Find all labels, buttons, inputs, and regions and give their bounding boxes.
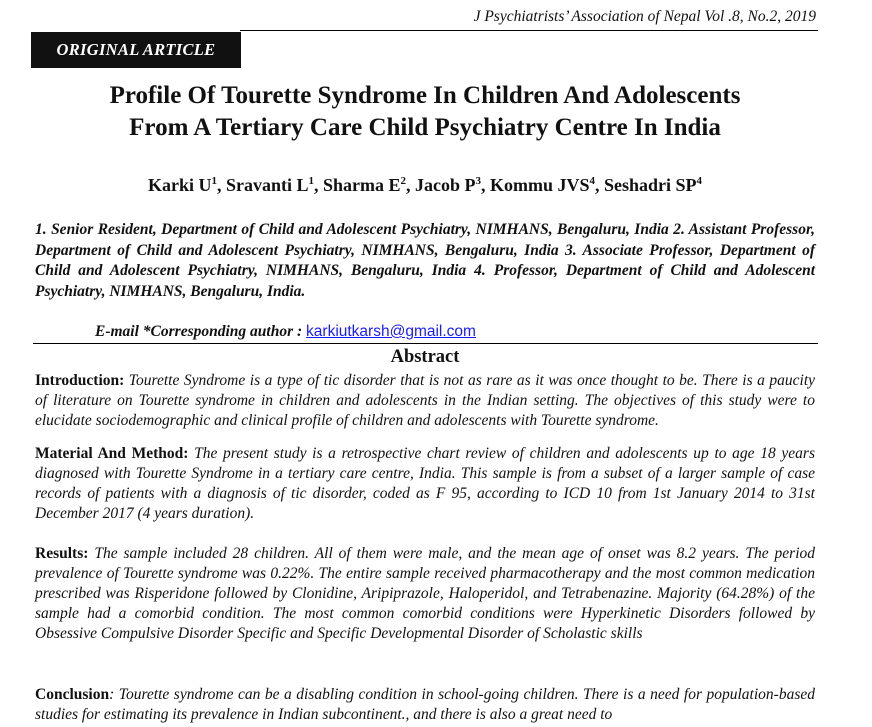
section-text: Tourette Syndrome is a type of tic disorder that is not as rare as it was once thought to be. There is a paucity of literature on Tourette syndrome in children and adolescents in the Indian setting. The objectives of this study were to elucidate sociodemographic and clinical profile of children and adolescents with Tourette syndrome. bbox=[35, 372, 815, 429]
abstract-heading: Abstract bbox=[390, 347, 460, 367]
author: Seshadri $SP^4$ bbox=[604, 175, 703, 195]
email-label: E-mail *Corresponding author : bbox=[95, 323, 307, 340]
author-list bbox=[0, 175, 850, 196]
header-rule bbox=[240, 30, 818, 31]
email-link[interactable]: karkiutkarsh@gmail.com bbox=[306, 323, 476, 340]
section-label: Conclusion bbox=[35, 686, 110, 703]
corresponding-author bbox=[95, 323, 476, 341]
section-label: Results: bbox=[35, 545, 89, 562]
abstract-conclusion bbox=[35, 685, 815, 725]
author: Kommu JVS$^4$, bbox=[490, 175, 605, 195]
journal-citation: J Psychiatrists’ Association of Nepal Vol .8, No.2, 2019 bbox=[473, 8, 816, 25]
section-text: The present study is a retrospective chart review of children and adolescents up to age 18 years diagnosed with Tourette Syndrome in a tertiary care centre, India. This sample is from a subset of a larger sample of case records of patients with a diagnosis of tic disorder, coded as F 95, according to ICD 10 from 1st January 2014 to 31st December 2017 (4 years duration). bbox=[35, 445, 815, 522]
author: Sravanti $L^1$, bbox=[225, 175, 323, 195]
title-line-1: Profile Of Tourette Syndrome In Children And Adolescents bbox=[109, 82, 741, 109]
author: Sharma $E^2$, bbox=[322, 175, 415, 195]
affiliations: 1. Senior Resident, Department of Child and Adolescent Psychiatry, NIMHANS, Bengaluru, India 2. Assistant Professor, Department of Child and Adolescent Psychiatry, NIMHANS, Bengaluru, India 3. Associate Professor, Department of Child and Adolescent Psychiatry, NIMHANS, Bengaluru, India 4. Professor, Department of Child and Adolescent Psychiatry, NIMHANS, Bengaluru, India. bbox=[35, 221, 815, 300]
abstract-rule bbox=[33, 343, 818, 344]
section-text: : Tourette syndrome can be a disabling condition in school-going children. There is a need for population-based studies for estimating its prevalence in Indian subcontinent., and there is also a great need to bbox=[35, 686, 815, 723]
abstract-method bbox=[35, 444, 815, 524]
section-label: Introduction: bbox=[35, 372, 125, 389]
author: Jacob $P^3$, bbox=[415, 175, 490, 195]
paper-title bbox=[0, 80, 850, 144]
abstract-introduction bbox=[35, 371, 815, 431]
section-text: The sample included 28 children. All of them were male, and the mean age of onset was 8.2 years. The period prevalence of Tourette syndrome was 0.22%. The entire sample received pharmacotherapy and the most common medication prescribed was Risperidone followed by Clonidine, Aripiprazole, Haloperidol, and Tetrabenazine. Majority (64.28%) of the sample had a comorbid condition. The most common comorbid conditions were Hyperkinetic Disorders followed by Obsessive Compulsive Disorder Specific and Specific Developmental Disorder of Scholastic skills bbox=[35, 545, 815, 642]
title-line-2: From A Tertiary Care Child Psychiatry Centre In India bbox=[129, 114, 721, 141]
section-label: Material And Method: bbox=[35, 445, 189, 462]
author: Karki $U^1$, bbox=[147, 175, 226, 195]
article-type-badge: ORIGINAL ARTICLE bbox=[31, 32, 241, 68]
abstract-results bbox=[35, 544, 815, 644]
